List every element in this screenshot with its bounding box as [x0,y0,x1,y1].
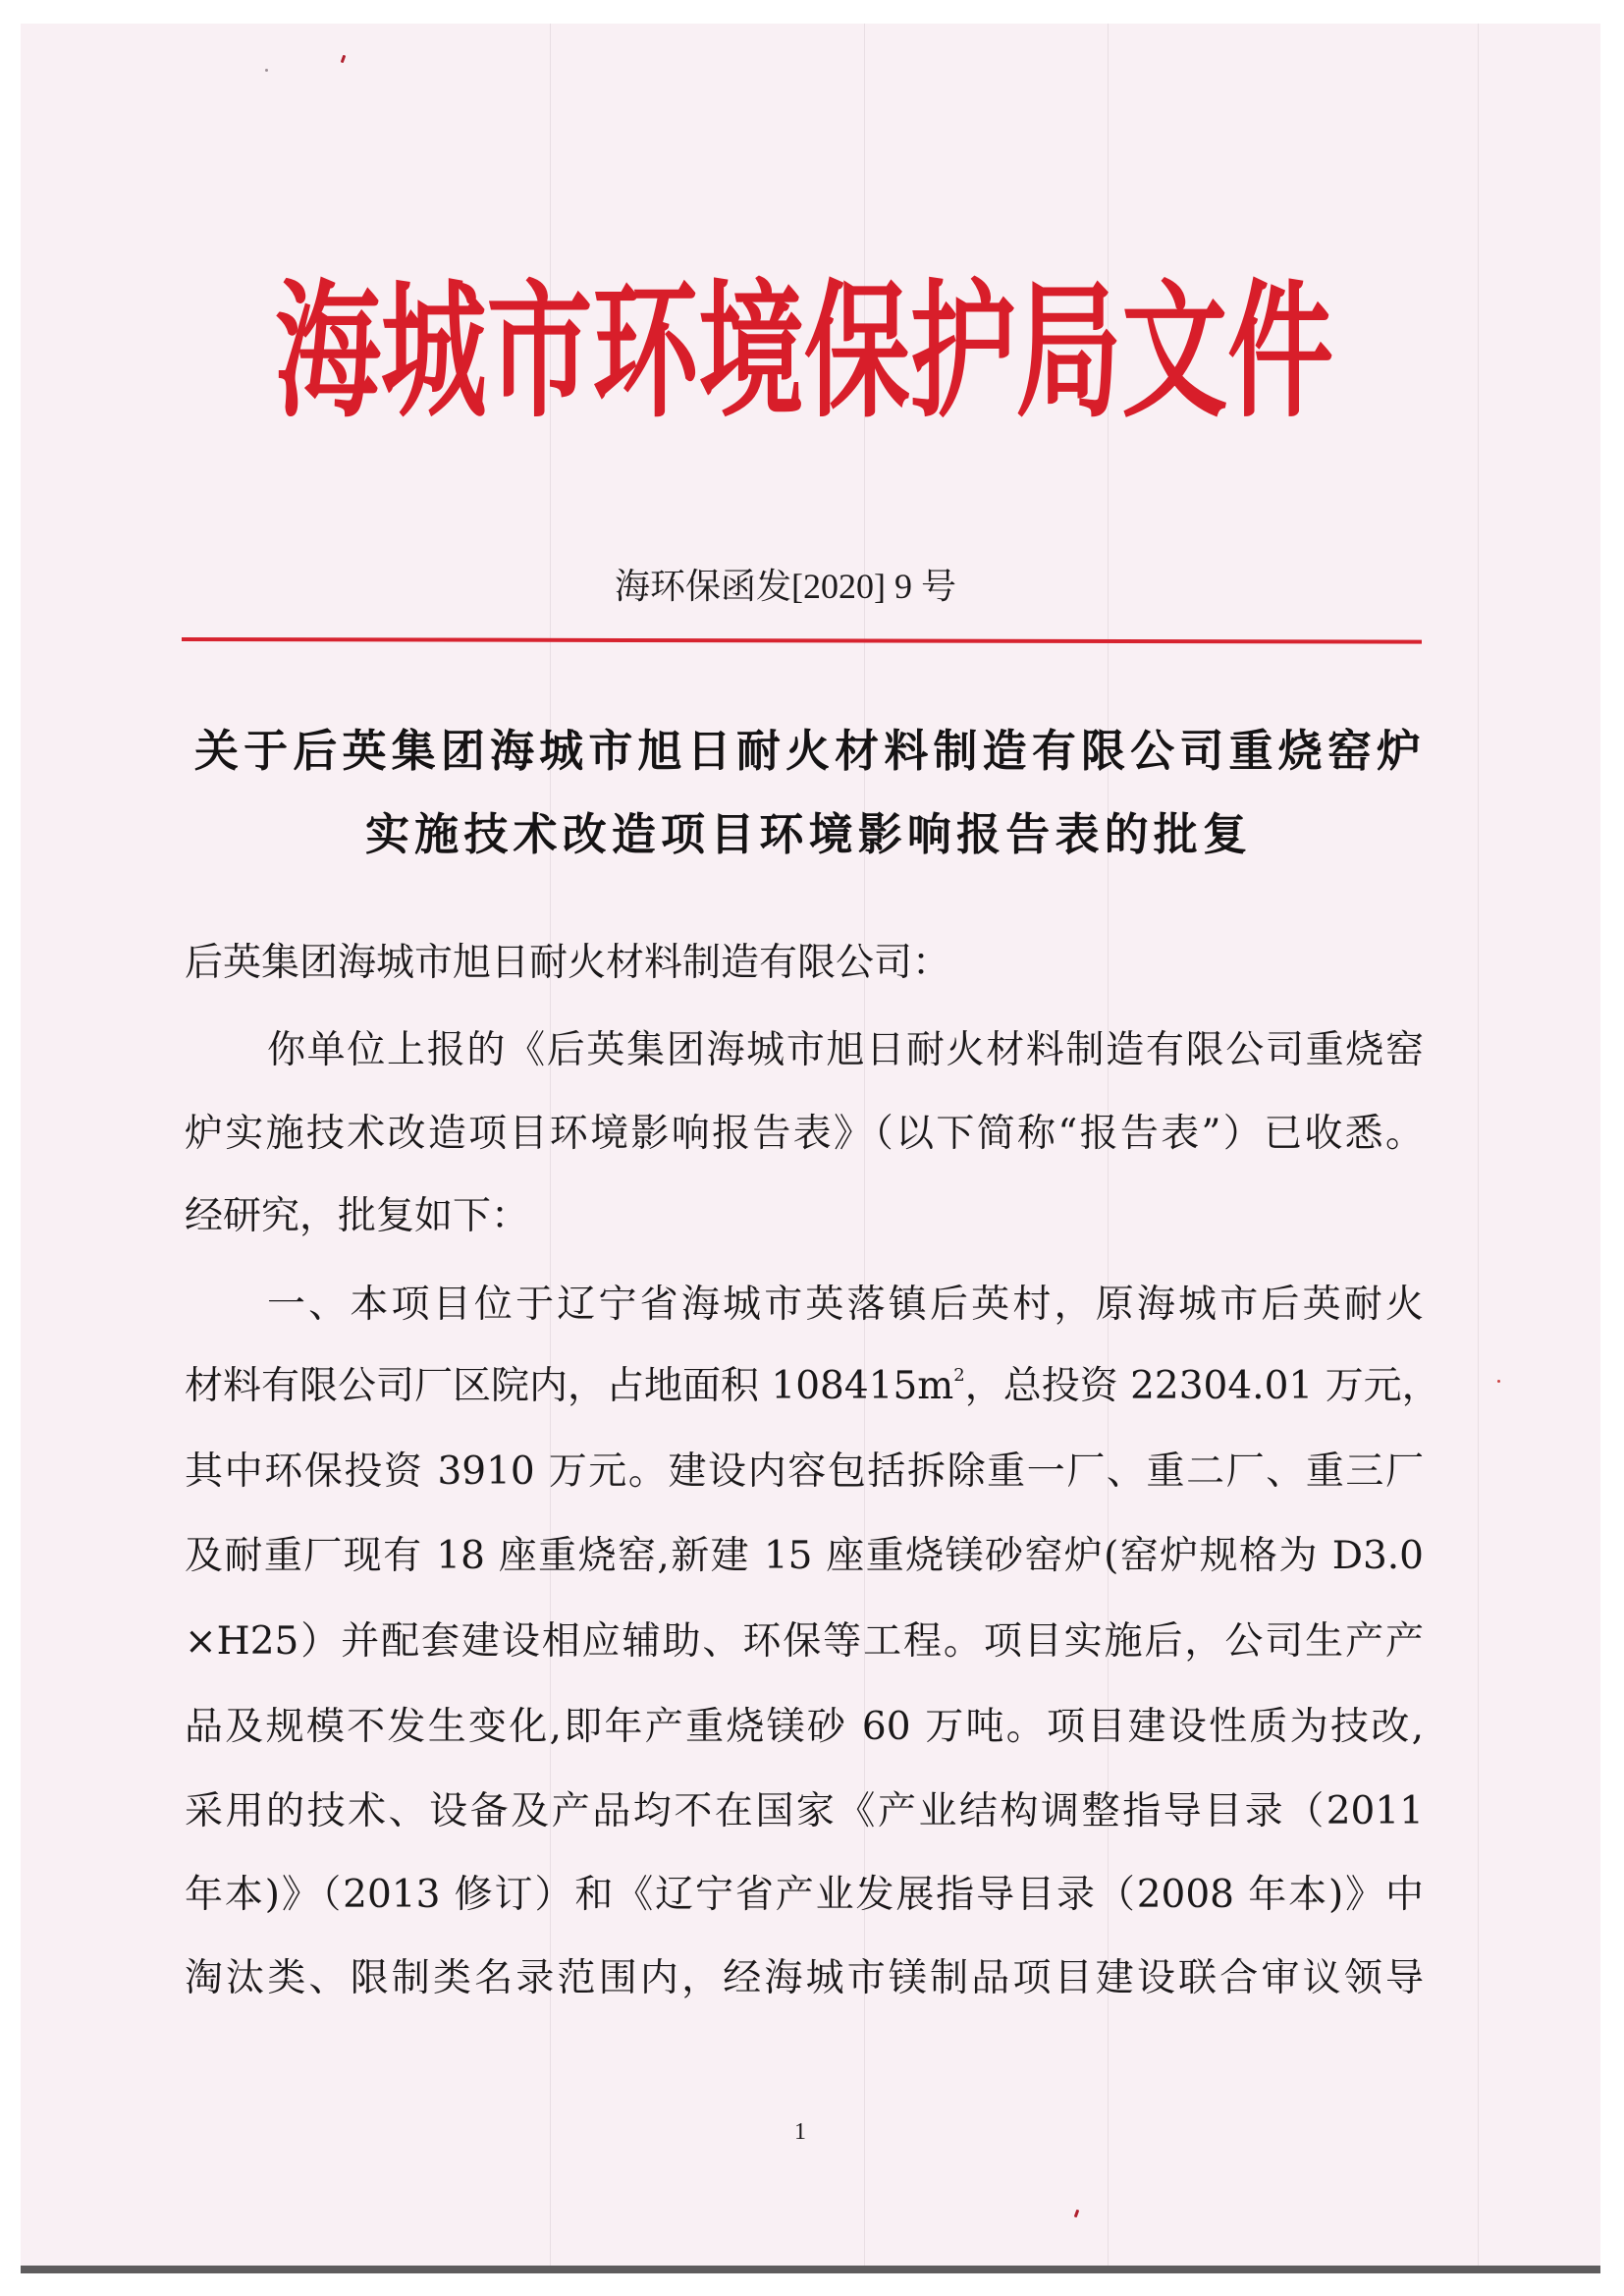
area-superscript: 2 [953,1365,965,1386]
body-line: ×H25）并配套建设相应辅助、环保等工程。项目实施后，公司生产产 [185,1619,1424,1664]
body-line: 经研究，批复如下： [185,1194,530,1238]
letterhead-text: 海城市环境保护局文件 [275,265,1333,438]
body-line: 一、本项目位于辽宁省海城市英落镇后英村，原海城市后英耐火 [267,1283,1424,1327]
body-line: 淘汰类、限制类名录范围内，经海城市镁制品项目建设联合审议领导 [185,1956,1424,2000]
body-line: 炉实施技术改造项目环境影响报告表》（以下简称“报告表”）已收悉。 [185,1112,1424,1156]
body-line: 品及规模不发生变化,即年产重烧镁砂 60 万吨。项目建设性质为技改, [185,1705,1424,1749]
subject-line-1: 关于后英集团海城市旭日耐火材料制造有限公司重烧窑炉 [194,725,1421,777]
document-number: 海环保函发[2020] 9 号 [615,567,956,606]
scan-streak [1478,24,1479,2266]
scan-speck [1497,1380,1500,1383]
scan-speck [265,69,268,72]
body-line: 其中环保投资 3910 万元。建设内容包括拆除重一厂、重二厂、重三厂 [185,1449,1424,1494]
area-text: 材料有限公司厂区院内，占地面积 108415m [185,1364,954,1408]
body-line: 采用的技术、设备及产品均不在国家《产业结构调整指导目录（2011 [185,1789,1424,1833]
red-letterhead-title [275,265,1333,438]
body-line: 及耐重厂现有 18 座重烧窑,新建 15 座重烧镁砂窑炉(窑炉规格为 D3.0 [185,1534,1424,1578]
body-line: 你单位上报的《后英集团海城市旭日耐火材料制造有限公司重烧窑 [267,1028,1424,1072]
investment-text: ，总投资 22304.01 万元， [964,1364,1440,1408]
page-number: 1 [794,2119,806,2145]
subject-line-2: 实施技术改造项目环境影响报告表的批复 [365,808,1247,860]
scan-bottom-edge [21,2266,1600,2273]
addressee: 后英集团海城市旭日耐火材料制造有限公司： [185,941,951,985]
body-line-area [185,1361,1440,1412]
body-line: 年本)》（2013 修订）和《辽宁省产业发展指导目录（2008 年本)》中 [185,1873,1424,1917]
